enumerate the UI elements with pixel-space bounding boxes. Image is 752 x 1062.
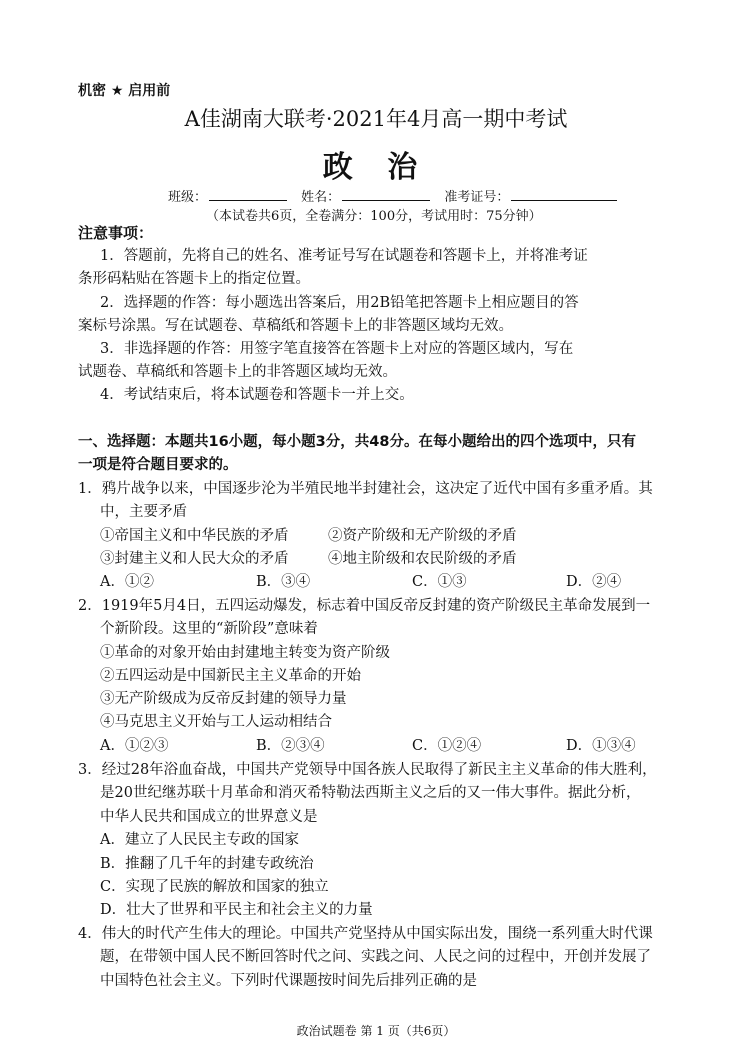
question-1-item: ②资产阶级和无产阶级的矛盾: [328, 528, 517, 544]
question-3-option-b: B．推翻了几千年的封建专政统治: [100, 856, 314, 872]
question-2-item: ③无产阶级成为反帝反封建的领导力量: [100, 691, 347, 707]
name-label: 姓名：: [301, 190, 341, 205]
question-2-option-d: D．①③④: [566, 738, 636, 754]
class-blank: [209, 188, 287, 201]
question-1-item: ④地主阶级和农民阶级的矛盾: [328, 551, 517, 567]
ticket-blank: [511, 188, 617, 201]
question-4-stem: 题，在带领中国人民不断回答时代之问、实践之问、人民之问的过程中，开创并发展了: [100, 949, 651, 965]
question-2-stem: 个新阶段。这里的“新阶段”意味着: [100, 621, 318, 637]
question-1-stem: 中，主要矛盾: [100, 504, 187, 520]
question-2-stem: 2．1919年5月4日，五四运动爆发，标志着中国反帝反封建的资产阶级民主革命发展到一: [78, 598, 651, 614]
question-3-stem: 是20世纪继苏联十月革命和消灭希特勒法西斯主义之后的又一伟大事件。据此分析，: [100, 785, 641, 801]
secret-mark: 机密 ★ 启用前: [78, 83, 171, 99]
question-3-stem: 中华人民共和国成立的世界意义是: [100, 809, 318, 825]
question-1-item: ③封建主义和人民大众的矛盾: [100, 551, 289, 567]
question-1-option-c: C．①③: [412, 574, 467, 590]
notice-line: 条形码粘贴在答题卡上的指定位置。: [78, 271, 310, 287]
question-1-item: ①帝国主义和中华民族的矛盾: [100, 528, 289, 544]
question-2-option-c: C．①②④: [412, 738, 482, 754]
question-3-option-a: A．建立了人民民主专政的国家: [100, 832, 299, 848]
question-2-option-a: A．①②③: [100, 738, 169, 754]
notice-line: 1．答题前，先将自己的姓名、准考证号写在试题卷和答题卡上，并将准考证: [100, 248, 588, 264]
question-3-stem: 3．经过28年浴血奋战，中国共产党领导中国各族人民取得了新民主主义革命的伟大胜利，: [78, 762, 657, 778]
notice-line: 案标号涂黑。写在试题卷、草稿纸和答题卡上的非答题区域均无效。: [78, 318, 513, 334]
page-footer: 政治试题卷 第 1 页（共6页）: [296, 1024, 456, 1038]
subject-title: 政 治: [322, 150, 430, 185]
question-2-item: ②五四运动是中国新民主主义革命的开始: [100, 668, 361, 684]
ticket-label: 准考证号：: [444, 190, 510, 205]
notice-line: 4．考试结束后，将本试题卷和答题卡一并上交。: [100, 387, 414, 403]
question-2-item: ④马克思主义开始与工人运动相结合: [100, 714, 332, 730]
exam-info: （本试卷共6页，全卷满分：100分，考试用时：75分钟）: [206, 209, 542, 224]
notice-line: 2．选择题的作答：每小题选出答案后，用2B铅笔把答题卡上相应题目的答: [100, 295, 579, 311]
question-3-option-c: C．实现了民族的解放和国家的独立: [100, 879, 329, 895]
class-label: 班级：: [168, 190, 208, 205]
notice-line: 试题卷、草稿纸和答题卡上的非答题区域均无效。: [78, 364, 397, 380]
notice-heading: 注意事项：: [78, 224, 154, 242]
question-2-option-b: B．②③④: [256, 738, 325, 754]
candidate-fields: [168, 186, 627, 205]
notice-line: 3．非选择题的作答：用签字笔直接答在答题卡上对应的答题区域内，写在: [100, 341, 574, 357]
question-4-stem: 4．伟大的时代产生伟大的理论。中国共产党坚持从中国实际出发，围绕一系列重大时代课: [78, 926, 653, 942]
question-1-option-a: A．①②: [100, 574, 154, 590]
question-2-item: ①革命的对象开始由封建地主转变为资产阶级: [100, 645, 390, 661]
name-blank: [342, 188, 430, 201]
section-heading: 一项是符合题目要求的。: [78, 457, 238, 473]
question-4-stem: 中国特色社会主义。下列时代课题按时间先后排列正确的是: [100, 973, 477, 989]
question-3-option-d: D．壮大了世界和平民主和社会主义的力量: [100, 902, 373, 918]
question-1-option-b: B．③④: [256, 574, 311, 590]
exam-title: A佳湖南大联考·2021年4月高一期中考试: [184, 107, 568, 131]
section-heading: 一、选择题：本题共16小题，每小题3分，共48分。在每小题给出的四个选项中，只有: [78, 434, 636, 450]
question-1-option-d: D．②④: [566, 574, 622, 590]
question-1-stem: 1．鸦片战争以来，中国逐步沦为半殖民地半封建社会，这决定了近代中国有多重矛盾。其: [78, 481, 653, 497]
